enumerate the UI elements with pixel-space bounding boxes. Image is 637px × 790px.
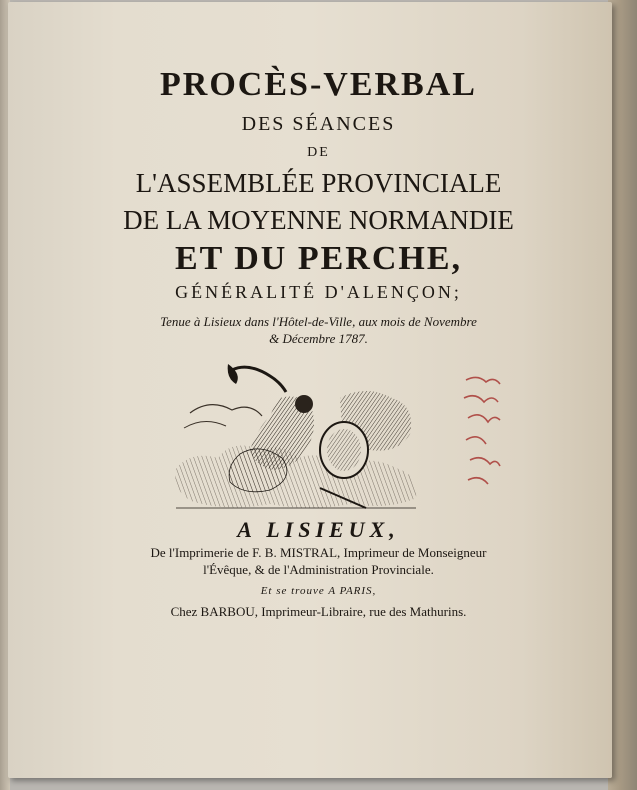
red-ink-handwriting-icon — [456, 370, 506, 500]
imprint-paris: Et se trouve A PARIS, — [260, 585, 377, 597]
session-note: Tenue à Lisieux dans l'Hôtel-de-Ville, aux mois de Novembre — [160, 314, 477, 329]
session-date: & Décembre 1787. — [269, 331, 368, 346]
subtitle-des-seances: DES SÉANCES — [241, 113, 396, 135]
imprint-eveque: l'Évêque, & de l'Administration Provinciale. — [203, 562, 434, 577]
subtitle-assemblee: L'ASSEMBLÉE PROVINCIALE — [135, 168, 502, 198]
imprint-bookseller: Chez BARBOU, Imprimeur-Libraire, rue des Mathurins. — [170, 604, 467, 619]
subtitle-moyenne-normandie: DE LA MOYENNE NORMANDIE — [123, 205, 514, 235]
imprint-printer: De l'Imprimerie de F. B. MISTRAL, Imprimeur de Monseigneur — [150, 545, 487, 560]
subtitle-de: DE — [307, 145, 330, 160]
engraved-figure-with-shield-icon — [170, 358, 422, 516]
document-title: PROCÈS-VERBAL — [160, 66, 477, 103]
imprint-city: A LISIEUX, — [237, 517, 400, 542]
subtitle-perche: ET DU PERCHE, — [174, 240, 463, 277]
subtitle-generalite: GÉNÉRALITÉ D'ALENÇON; — [175, 282, 462, 302]
